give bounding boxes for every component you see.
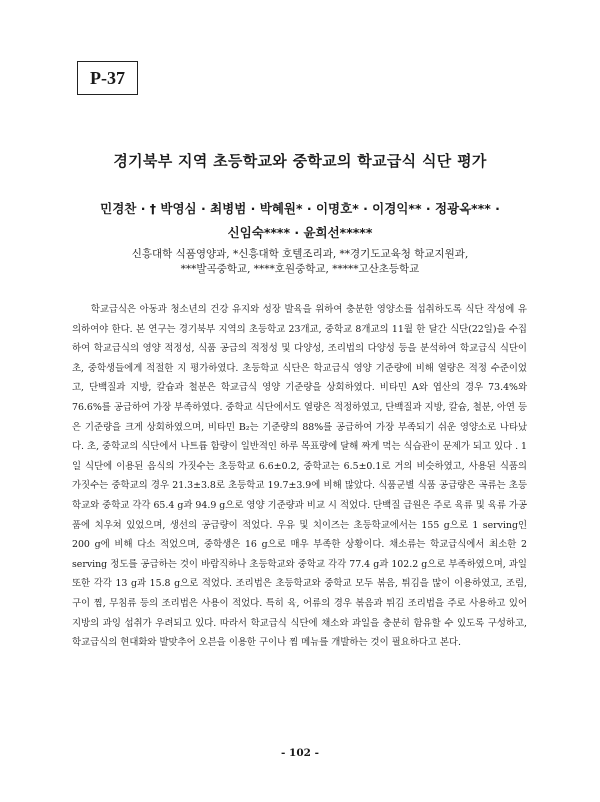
- affiliation-line-1: 신흥대학 식품영양과, *신흥대학 호텔조리과, **경기도교육청 학교지원과,: [131, 248, 469, 260]
- author-list: [95, 197, 505, 245]
- author-line-1: 민경찬 · † 박영심 · 최병범 · 박혜원* · 이명호* · 이경익** · 정광옥*** ·: [100, 201, 500, 216]
- poster-id-badge: P-37: [77, 61, 138, 95]
- affiliation-line-2: ***발곡중학교, ****호원중학교, *****고산초등학교: [180, 263, 420, 275]
- page-number: - 102 -: [281, 747, 319, 759]
- affiliations: [95, 247, 505, 277]
- paper-title: 경기북부 지역 초등학교와 중학교의 학교급식 식단 평가: [113, 152, 487, 170]
- author-line-2: 신임숙**** · 윤희선*****: [227, 225, 373, 240]
- abstract-body: 학교급식은 아동과 청소년의 건강 유지와 성장 발육을 위하여 충분한 영양소를 섭취하도록 식단 작성에 유의하여야 한다. 본 연구는 경기북부 지역의 초등학교 23개교, 중학교 8개교의 11월 한 달간 식단(22일)을 수집하여 학교급식의 영양 적정성, 식품 공급의 적정성 및 다양성, 조리법의 다양성 등을 분석하여 학교급식 식단이 초, 중학생들에게 적절한 지 평가하였다. 초등학교 식단은 학교급식 영양 기준량에 비해 열량은 적정 수준이었고, 단백질과 지방, 칼슘과 철분은 학교급식 영양 기준량을 상회하였다. 비타민 A와 엽산의 경우 73.4%와 76.6%를 공급하여 가장 부족하였다. 중학교 식단에서도 열량은 적정하였고, 단백질과 지방, 칼슘, 철분, 아연 등은 기준량을 크게 상회하였으며, 비타민 B₂는 기준량의 88%를 공급하여 가장 부족되기 쉬운 영양소로 나타났다. 초, 중학교의 식단에서 나트륨 함량이 일반적인 하루 목표량에 달해 짜게 먹는 식습관이 문제가 되고 있다 . 1일 식단에 이용된 음식의 가짓수는 초등학교 6.6±0.2, 중학교는 6.5±0.1로 거의 비슷하였고, 사용된 식품의 가짓수는 중학교의 경우 21.3±3.8로 초등학교 19.7±3.9에 비해 많았다. 식품군별 식품 공급량은 곡류는 초등학교와 중학교 각각 65.4 g과 94.9 g으로 영양 기준량과 비교 시 적었다. 단백질 급원은 주로 육류 및 육류 가공품에 치우쳐 있었으며, 생선의 공급량이 적었다. 우유 및 치이즈는 초등학교에서는 155 g으로 1 serving인 200 g에 비해 다소 적었으며, 중학생은 16 g으로 매우 부족한 상황이다. 채소류는 학교급식에서 최소한 2 serving 정도를 공급하는 것이 바람직하나 초등학교와 중학교 각각 77.4 g과 102.2 g으로 부족하였으며, 과일 또한 각각 13 g과 15.8 g으로 적었다. 조리법은 초등학교와 중학교 모두 볶음, 튀김을 많이 이용하였고, 조림, 구이 찜, 무침류 등의 조리법은 사용이 적었다. 특히 육, 어류의 경우 볶음과 튀김 조리법을 주로 사용하고 있어 지방의 과잉 섭취가 우려되고 있다. 따라서 학교급식 식단에 채소와 과일을 충분히 함유할 수 있도록 구성하고, 학교급식의 현대화와 발맞추어 오븐을 이용한 구이나 찜 메뉴를 개발하는 것이 필요하다고 본다.: [72, 304, 527, 649]
